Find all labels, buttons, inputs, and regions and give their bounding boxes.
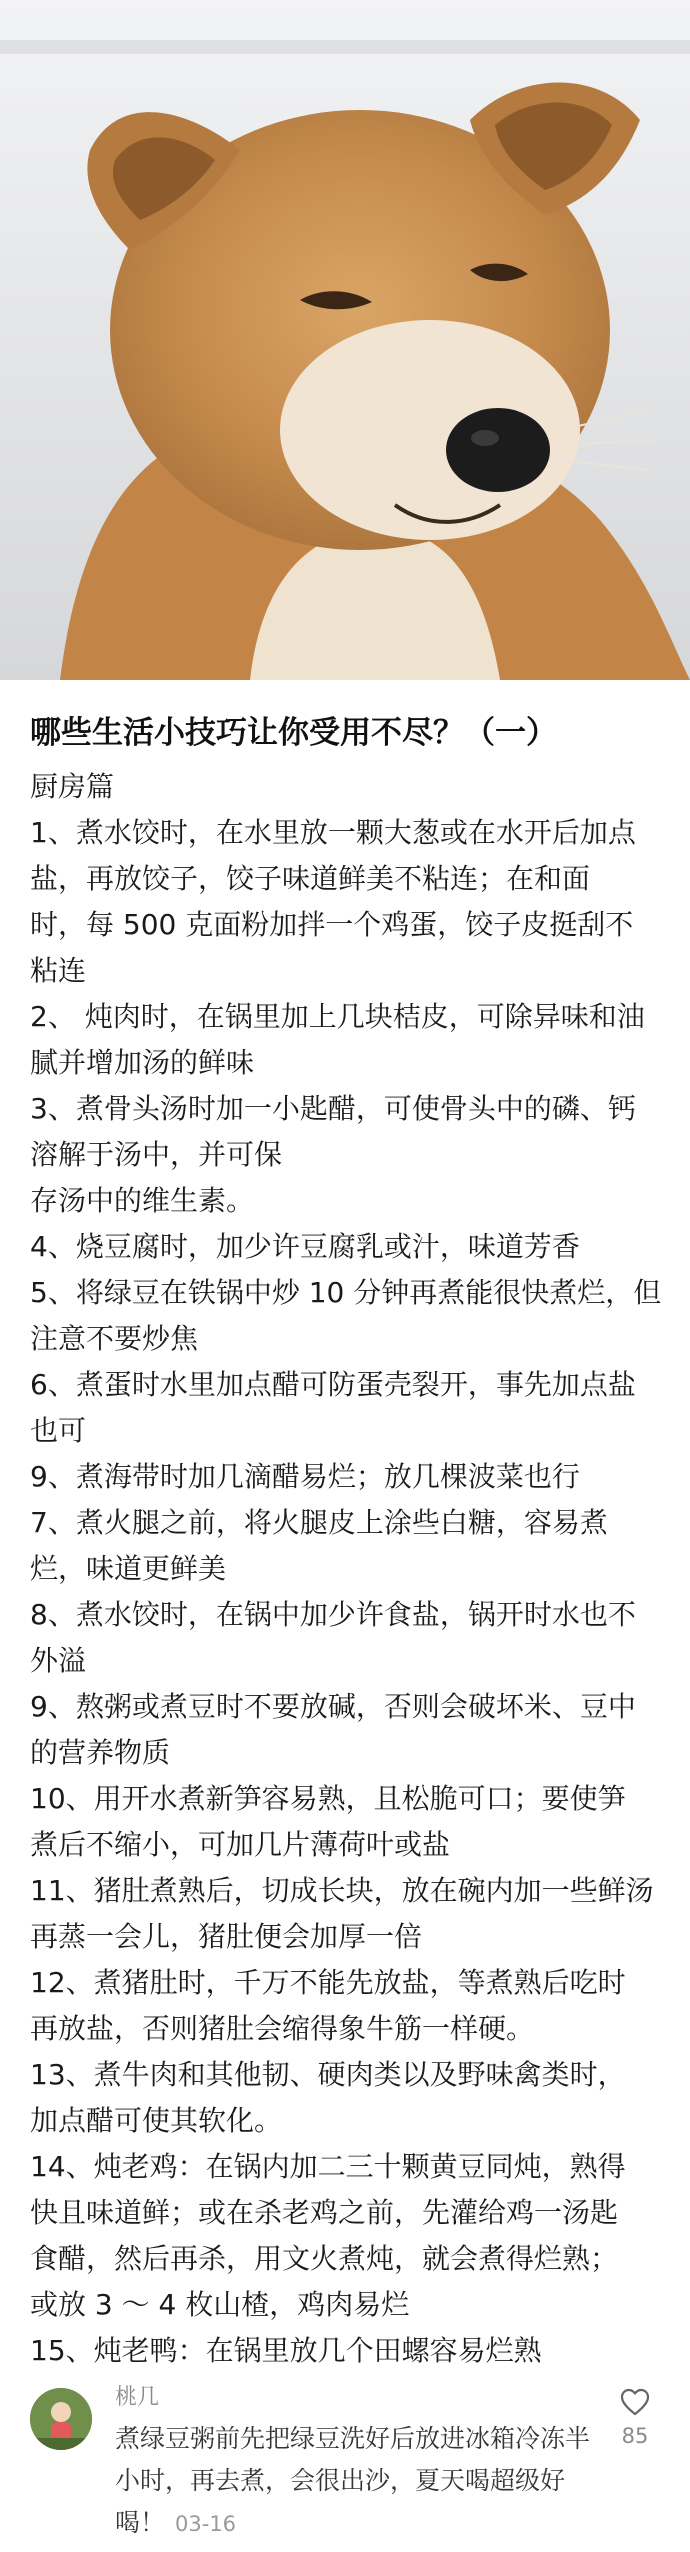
section-label: 厨房篇 <box>30 770 115 803</box>
post-line: 再蒸一会儿，猪肚便会加厚一倍 <box>30 1920 423 1953</box>
post-line: 9、煮海带时加几滴醋易烂；放几棵波菜也行 <box>30 1460 580 1493</box>
post-title: 哪些生活小技巧让你受用不尽？（一） <box>30 715 557 751</box>
like-button[interactable] <box>610 2388 660 2448</box>
post-line: 4、烧豆腐时，加少许豆腐乳或汁，味道芳香 <box>30 1230 580 1263</box>
post-line: 食醋，然后再杀，用文火煮炖，就会煮得烂熟； <box>30 2242 619 2275</box>
post-line: 快且味道鲜；或在杀老鸡之前，先灌给鸡一汤匙 <box>30 2196 619 2229</box>
post-line: 的营养物质 <box>30 1736 171 1769</box>
post-line: 盐，再放饺子，饺子味道鲜美不粘连；在和面 <box>30 862 591 895</box>
post-line: 腻并增加汤的鲜味 <box>30 1046 255 1079</box>
post-content <box>0 680 690 2374</box>
post-line: 11、猪肚煮熟后，切成长块，放在碗内加一些鲜汤 <box>30 1874 654 1907</box>
post-line: 存汤中的维生素。 <box>30 1184 255 1217</box>
comment-item[interactable] <box>0 2370 690 2552</box>
post-line: 13、煮牛肉和其他韧、硬肉类以及野味禽类时， <box>30 2058 626 2091</box>
post-line: 15、炖老鸭：在锅里放几个田螺容易烂熟 <box>30 2334 542 2367</box>
post-line: 粘连 <box>30 954 87 987</box>
post-line: 煮后不缩小，可加几片薄荷叶或盐 <box>30 1828 451 1861</box>
post-line: 溶解于汤中，并可保 <box>30 1138 283 1171</box>
post-line: 10、用开水煮新笋容易熟，且松脆可口；要使笋 <box>30 1782 626 1815</box>
post-line: 14、炖老鸡：在锅内加二三十颗黄豆同炖，熟得 <box>30 2150 626 2183</box>
heart-outline-icon <box>620 2388 650 2416</box>
comment-body: 煮绿豆粥前先把绿豆洗好后放进冰箱冷冻半小时，再去煮，会很出沙，夏天喝超级好喝！ <box>115 2424 591 2537</box>
post-line: 9、熬粥或煮豆时不要放碱，否则会破坏米、豆中 <box>30 1690 636 1723</box>
dog-illustration <box>0 0 690 680</box>
post-line: 烂，味道更鲜美 <box>30 1552 227 1585</box>
comment-username[interactable]: 桃几 <box>115 2385 160 2410</box>
post-line: 再放盐，否则猪肚会缩得象牛筋一样硬。 <box>30 2012 535 2045</box>
comment-text <box>115 2418 605 2545</box>
post-line: 8、煮水饺时，在锅中加少许食盐，锅开时水也不 <box>30 1598 636 1631</box>
post-line: 时，每 500 克面粉加拌一个鸡蛋，饺子皮挺刮不 <box>30 908 634 941</box>
post-line: 注意不要炒焦 <box>30 1322 199 1355</box>
post-line: 5、将绿豆在铁锅中炒 10 分钟再煮能很快煮烂，但 <box>30 1276 662 1309</box>
avatar[interactable] <box>30 2388 92 2450</box>
avatar-image <box>30 2388 92 2450</box>
post-line: 1、煮水饺时，在水里放一颗大葱或在水开后加点 <box>30 816 636 849</box>
post-line: 也可 <box>30 1414 87 1447</box>
post-line: 2、 炖肉时，在锅里加上几块桔皮，可除异味和油 <box>30 1000 645 1033</box>
post-line: 12、煮猪肚时，千万不能先放盐，等煮熟后吃时 <box>30 1966 626 1999</box>
post-line: 6、煮蛋时水里加点醋可防蛋壳裂开，事先加点盐 <box>30 1368 636 1401</box>
post-line: 3、煮骨头汤时加一小匙醋，可使骨头中的磷、钙 <box>30 1092 636 1125</box>
post-line: 或放 3 ～ 4 枚山楂，鸡肉易烂 <box>30 2288 410 2321</box>
post-line: 外溢 <box>30 1644 87 1677</box>
post-line: 加点醋可使其软化。 <box>30 2104 283 2137</box>
comment-date: 03-16 <box>175 2512 237 2536</box>
like-count: 85 <box>621 2424 649 2448</box>
post-line: 7、煮火腿之前，将火腿皮上涂些白糖，容易煮 <box>30 1506 608 1539</box>
dog-photo <box>0 0 690 680</box>
